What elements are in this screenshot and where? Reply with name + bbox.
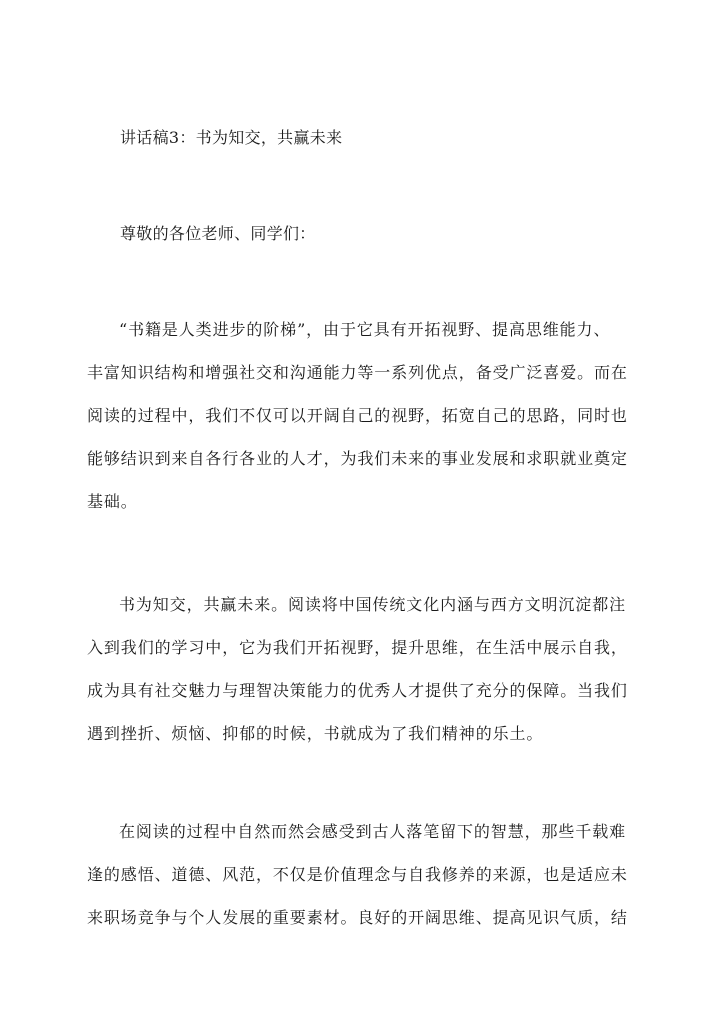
paragraph-line: 书为知交，共赢未来。阅读将中国传统文化内涵与西方文明沉淀都注 (119, 595, 627, 614)
paragraph-line: 逢的感悟、道德、风范，不仅是价值理念与自我修养的来源，也是适应未 (87, 865, 628, 884)
paragraph-1 (87, 308, 635, 523)
paragraph-line: 入到我们的学习中，它为我们开拓视野，提升思维，在生活中展示自我， (87, 638, 628, 657)
paragraph-2 (87, 583, 635, 755)
paragraph-line: 在阅读的过程中自然而然会感受到古人落笔留下的智慧，那些千载难 (119, 822, 627, 841)
paragraph-line: 丰富知识结构和增强社交和沟通能力等一系列优点，备受广泛喜爱。而在 (87, 363, 628, 382)
paragraph-line: “书籍是人类进步的阶梯”，由于它具有开拓视野、提高思维能力、 (119, 320, 611, 339)
paragraph-line: 阅读的过程中，我们不仅可以开阔自己的视野，拓宽自己的思路，同时也 (87, 406, 628, 425)
speech-title: 讲话稿3：书为知交，共赢未来 (120, 128, 343, 147)
salutation: 尊敬的各位老师、同学们： (120, 224, 316, 243)
paragraph-line: 能够结识到来自各行各业的人才，为我们未来的事业发展和求职就业奠定 (87, 449, 628, 468)
paragraph-line: 基础。 (87, 492, 138, 511)
paragraph-line: 遇到挫折、烦恼、抑郁的时候，书就成为了我们精神的乐土。 (87, 724, 544, 743)
paragraph-line: 成为具有社交魅力与理智决策能力的优秀人才提供了充分的保障。当我们 (87, 681, 628, 700)
paragraph-line: 来职场竞争与个人发展的重要素材。良好的开阔思维、提高见识气质，结 (87, 908, 628, 927)
paragraph-3 (87, 810, 635, 939)
